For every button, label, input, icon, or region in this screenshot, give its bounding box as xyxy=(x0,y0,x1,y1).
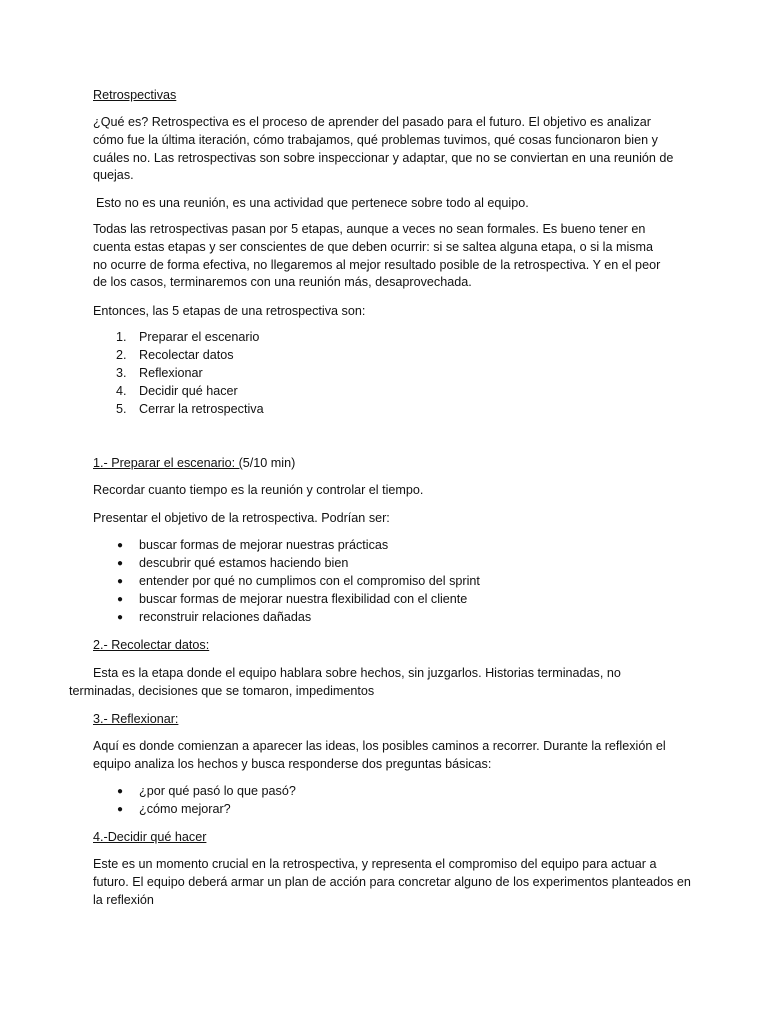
list-number: 2. xyxy=(116,347,127,362)
section1-heading-suffix: 5/10 min) xyxy=(242,456,296,470)
list-item-text: Preparar el escenario xyxy=(139,330,260,344)
section2-line-1: Esta es la etapa donde el equipo hablara sobre hechos, sin juzgarlos. Historias terminadas, no xyxy=(93,666,621,680)
stages-paragraph: Todas las retrospectivas pasan por 5 etapas, aunque a veces no sean formales. Es bueno tener en cuenta estas etapas y ser conscientes de que deben ocurrir: si se saltea alguna etapa, o si la misma no ocurre de forma efectiva, no llegaremos al mejor resultado posible de la retrospectiva. Y en el peor de los casos, terminaremos con una reunión más, desaprovechada. xyxy=(93,222,661,290)
section4-paragraph: Este es un momento crucial en la retrospectiva, y representa el compromiso del equipo para actuar a futuro. El equipo deberá armar un plan de acción para concretar alguno de los experimentos planteados en la reflexión xyxy=(93,857,691,907)
list-item xyxy=(93,801,693,819)
bullet-icon: ● xyxy=(117,557,124,569)
list-item-text: ¿por qué pasó lo que pasó? xyxy=(139,784,296,798)
bullet-icon: ● xyxy=(117,803,124,815)
list-item-text: Cerrar la retrospectiva xyxy=(139,401,264,416)
list-item-text: entender por qué no cumplimos con el compromiso del sprint xyxy=(139,573,480,588)
section1-paragraph-2: Presentar el objetivo de la retrospectiva. Podrían ser: xyxy=(93,511,390,525)
stages-intro: Entonces, las 5 etapas de una retrospectiva son: xyxy=(93,304,366,318)
bullet-icon: ● xyxy=(117,540,124,551)
not-meeting-paragraph: Esto no es una reunión, es una actividad que pertenece sobre todo al equipo. xyxy=(96,196,529,210)
list-item xyxy=(93,347,693,365)
questions-list xyxy=(93,783,693,819)
list-item-text: ¿cómo mejorar? xyxy=(139,801,231,816)
list-number: 5. xyxy=(116,401,127,416)
list-item xyxy=(93,609,693,627)
list-item-text: buscar formas de mejorar nuestras prácticas xyxy=(139,538,389,552)
list-item-text: Decidir qué hacer xyxy=(139,383,238,398)
section1-heading-text: 1.- Preparar el escenario: ( xyxy=(93,456,243,470)
section2-line-2: terminadas, decisiones que se tomaron, impedimentos xyxy=(69,684,375,698)
list-item xyxy=(93,783,693,801)
list-item-text: Recolectar datos xyxy=(139,347,234,362)
list-item xyxy=(93,591,693,609)
list-item xyxy=(93,383,693,401)
list-item xyxy=(93,555,693,573)
list-item xyxy=(93,365,693,383)
bullet-icon: ● xyxy=(117,611,124,623)
section1-heading xyxy=(93,455,693,473)
list-item xyxy=(93,537,693,555)
list-item xyxy=(93,573,693,591)
bullet-icon: ● xyxy=(117,593,124,605)
list-item-text: Reflexionar xyxy=(139,365,203,380)
bullet-icon: ● xyxy=(117,786,124,797)
stages-list xyxy=(93,329,693,418)
list-number: 1. xyxy=(116,330,127,344)
section2-heading: 2.- Recolectar datos: xyxy=(93,638,210,652)
section3-heading: 3.- Reflexionar: xyxy=(93,712,179,726)
list-number: 4. xyxy=(116,383,127,398)
objectives-list xyxy=(93,537,693,626)
list-item-text: buscar formas de mejorar nuestra flexibilidad con el cliente xyxy=(139,591,468,606)
list-item xyxy=(93,329,693,347)
list-item-text: descubrir qué estamos haciendo bien xyxy=(139,555,349,570)
document-title: Retrospectivas xyxy=(93,88,177,102)
section4-heading: 4.-Decidir qué hacer xyxy=(93,830,207,844)
list-item xyxy=(93,401,693,419)
intro-paragraph: ¿Qué es? Retrospectiva es el proceso de aprender del pasado para el futuro. El objetivo es analizar cómo fue la última iteración, cómo trabajamos, qué problemas tuvimos, qué cosas funcionaron bien y cuáles no. Las retrospectivas son sobre inspeccionar y adaptar, que no se conviertan en una reunión de quejas. xyxy=(93,115,674,183)
section1-paragraph-1: Recordar cuanto tiempo es la reunión y controlar el tiempo. xyxy=(93,483,424,497)
bullet-icon: ● xyxy=(117,575,124,587)
list-item-text: reconstruir relaciones dañadas xyxy=(139,609,312,624)
list-number: 3. xyxy=(116,365,127,380)
section3-paragraph: Aquí es donde comienzan a aparecer las ideas, los posibles caminos a recorrer. Durante la reflexión el equipo analiza los hechos y busca responderse dos preguntas básicas: xyxy=(93,739,666,771)
